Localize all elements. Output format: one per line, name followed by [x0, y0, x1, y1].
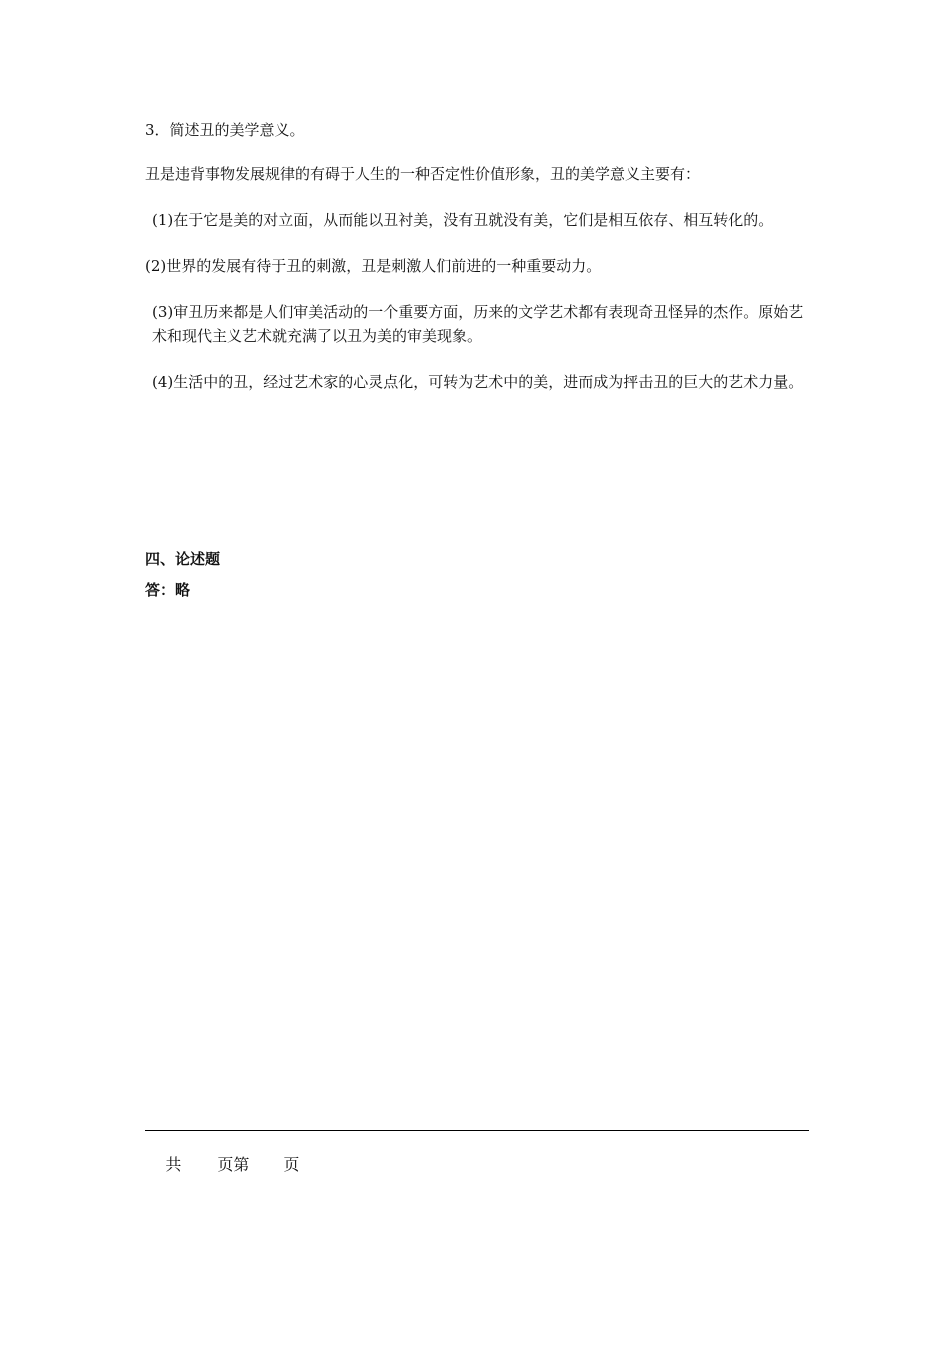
page-footer [145, 1132, 299, 1198]
section-answer: 答：略 [145, 581, 191, 599]
question-title: 3．简述丑的美学意义。 [145, 121, 305, 139]
question-block [145, 118, 809, 416]
footer-page-label: 页 [283, 1155, 300, 1174]
footer-page-of-label: 页第 [217, 1155, 250, 1174]
footer-total-label: 共 [165, 1155, 182, 1174]
point-2: (2)世界的发展有待于丑的刺激，丑是刺激人们前进的一种重要动力。 [145, 257, 602, 275]
section-heading: 四、论述题 [145, 550, 221, 568]
footer-divider [145, 1130, 809, 1131]
point-3: (3)审丑历来都是人们审美活动的一个重要方面，历来的文学艺术都有表现奇丑怪异的杰作。原始艺术和现代主义艺术就充满了以丑为美的审美现象。 [152, 303, 804, 345]
question-intro: 丑是违背事物发展规律的有碍于人生的一种否定性价值形象，丑的美学意义主要有： [145, 165, 701, 183]
point-1: (1)在于它是美的对立面，从而能以丑衬美，没有丑就没有美，它们是相互依存、相互转化的。 [152, 211, 774, 229]
point-4: (4)生活中的丑，经过艺术家的心灵点化，可转为艺术中的美，进而成为抨击丑的巨大的艺术力量。 [152, 373, 804, 391]
section-essay [145, 547, 220, 602]
